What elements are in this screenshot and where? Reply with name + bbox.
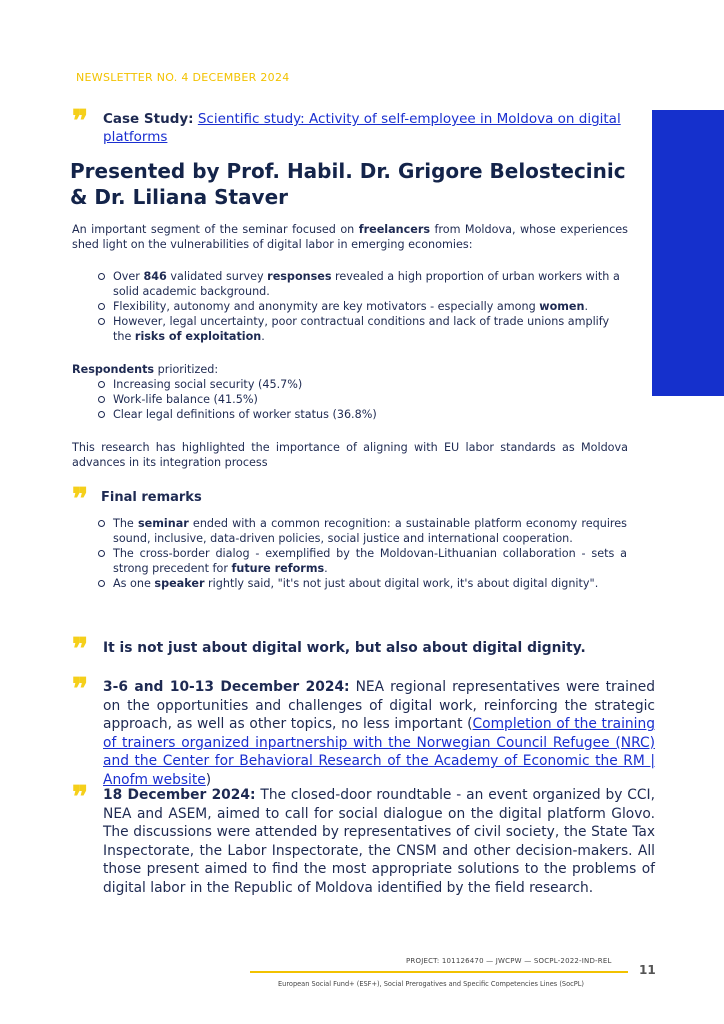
page-number: 11 (639, 963, 656, 977)
quote-icon: ❞ (72, 482, 87, 517)
list-item: The cross-border dialog - exemplified by the Moldovan-Lithuanian collaboration - sets a strong precedent for future reforms. (97, 546, 627, 576)
case-study-link[interactable]: Scientific study: Activity of self-employee in Moldova on digital platforms (103, 111, 621, 145)
newsletter-header: NEWSLETTER NO. 4 DECEMBER 2024 (76, 71, 290, 84)
quote-icon: ❞ (72, 780, 87, 815)
list-item: The seminar ended with a common recognition: a sustainable platform economy requires sound, inclusive, data-driven policies, social justice and international cooperation. (97, 516, 627, 546)
research-paragraph: This research has highlighted the importance of aligning with EU labor standards as Moldova advances in its integration process (72, 441, 628, 469)
final-remarks-list (97, 516, 627, 591)
respondents-heading: Respondents prioritized: (72, 363, 219, 376)
footer-program: European Social Fund+ (ESF+), Social Prerogatives and Specific Competencies Lines (SocPL) (278, 980, 584, 988)
final-remarks-heading: Final remarks (101, 490, 202, 505)
project-code: PROJECT: 101126470 — JWCPW — SOCPL-2022-IND-REL (406, 957, 612, 965)
quote-icon: ❞ (72, 632, 87, 667)
list-item: Clear legal definitions of worker status (36.8%) (97, 407, 497, 422)
dignity-quote: It is not just about digital work, but also about digital dignity. (103, 640, 586, 656)
list-item: As one speaker rightly said, "it's not just about digital work, it's about digital dignity". (97, 576, 627, 591)
findings-list (97, 269, 627, 344)
event-training: 3-6 and 10-13 December 2024: NEA regional representatives were trained on the opportunities and challenges of digital work, reinforcing the strategic approach, as well as other topics, no less important (Completion of the training of trainers organized inpartnership with the Norwegian Council Refugee (NRC) and the Center for Behavioral Research of the Academy of Economic the RM | Anofm website) (103, 679, 655, 788)
list-item: Work-life balance (41.5%) (97, 392, 497, 407)
list-item: However, legal uncertainty, poor contractual conditions and lack of trade unions amplify the risks of exploitation. (97, 314, 627, 344)
list-item: Flexibility, autonomy and anonymity are key motivators - especially among women. (97, 299, 627, 314)
training-link[interactable]: Completion of the training of trainers organized inpartnership with the Norwegian Council Refugee (NRC) and the Center for Behavioral Research of the Academy of Economic the RM | Anofm website (103, 716, 655, 788)
respondents-list (97, 377, 497, 422)
intro-paragraph: An important segment of the seminar focused on freelancers from Moldova, whose experiences shed light on the vulnerabilities of digital labor in emerging economies: (72, 223, 629, 251)
decorative-side-bar (652, 110, 724, 396)
case-study-label: Case Study: (103, 111, 194, 127)
list-item: Increasing social security (45.7%) (97, 377, 497, 392)
event-roundtable: 18 December 2024: The closed-door roundtable - an event organized by CCI, NEA and ASEM, aimed to call for social dialogue on the digital platform Glovo. The discussions were attended by representatives of civil society, the State Tax Inspectorate, the Labor Inspectorate, the CNSM and other decision-makers. All those present aimed to find the most appropriate solutions to the problems of digital labor in the Republic of Moldova identified by the field research. (103, 787, 656, 896)
quote-icon: ❞ (72, 104, 87, 139)
quote-icon: ❞ (72, 672, 87, 707)
page-title: Presented by Prof. Habil. Dr. Grigore Belostecinic & Dr. Liliana Staver (70, 159, 626, 209)
list-item: Over 846 validated survey responses revealed a high proportion of urban workers with a solid academic background. (97, 269, 627, 299)
case-study (103, 110, 623, 146)
footer-divider (250, 971, 628, 973)
